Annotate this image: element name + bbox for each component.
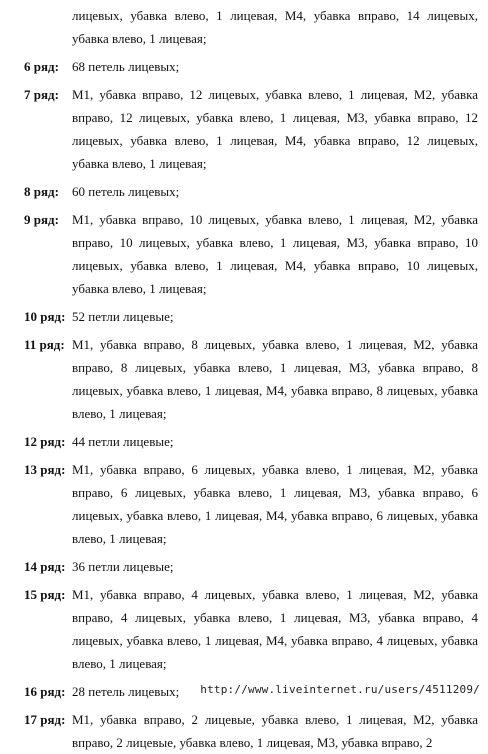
row-instructions <box>72 458 478 550</box>
row-label: 7 ряд: <box>24 87 59 102</box>
text-line: вправо, 6 лицевых, убавка влево, 1 лицевая, М3, убавка вправо, 6 <box>72 485 478 500</box>
knitting-row <box>24 583 478 675</box>
row-instructions <box>72 333 478 425</box>
text-line: убавка влево, 1 лицевая; <box>72 281 207 296</box>
row-label: 9 ряд: <box>24 212 59 227</box>
row-instructions <box>72 208 478 300</box>
row-instructions <box>72 555 478 578</box>
row-instructions <box>72 55 478 78</box>
text-line: М1, убавка вправо, 10 лицевых, убавка влево, 1 лицевая, М2, убавка <box>72 212 478 227</box>
row-label: 6 ряд: <box>24 59 59 74</box>
text-line: М1, убавка вправо, 6 лицевых, убавка влево, 1 лицевая, М2, убавка <box>72 462 478 477</box>
text-line: вправо, 8 лицевых, убавка влево, 1 лицевая, М3, убавка вправо, 8 <box>72 360 478 375</box>
text-line: 44 петли лицевые; <box>72 434 174 449</box>
knitting-row <box>24 55 478 78</box>
text-line: М1, убавка вправо, 4 лицевых, убавка влево, 1 лицевая, М2, убавка <box>72 587 478 602</box>
knitting-row <box>24 555 478 578</box>
row-label: 14 ряд: <box>24 559 66 574</box>
text-line: влево, 1 лицевая; <box>72 656 167 671</box>
row-label: 15 ряд: <box>24 587 66 602</box>
knitting-row <box>24 430 478 453</box>
row-label: 11 ряд: <box>24 337 65 352</box>
text-line: лицевых, убавка влево, 1 лицевая, М4, убавка вправо, 12 лицевых, <box>72 133 478 148</box>
text-line: лицевых, убавка влево, 1 лицевая, М4, убавка вправо, 10 лицевых, <box>72 258 478 273</box>
row-instructions <box>72 305 478 328</box>
row-label: 13 ряд: <box>24 462 66 477</box>
row-instructions <box>72 708 478 754</box>
row-label: 16 ряд: <box>24 684 66 699</box>
knitting-row <box>24 83 478 175</box>
knitting-row <box>24 305 478 328</box>
text-line: убавка влево, 1 лицевая; <box>72 156 207 171</box>
text-line: убавка влево, 1 лицевая; <box>72 31 207 46</box>
row-instructions <box>72 83 478 175</box>
text-line: вправо, 2 лицевые, убавка влево, 1 лицевая, М3, убавка вправо, 2 <box>72 735 433 750</box>
row-label: 12 ряд: <box>24 434 66 449</box>
row-instructions <box>72 180 478 203</box>
row-label: 8 ряд: <box>24 184 59 199</box>
continued-text <box>72 4 478 50</box>
text-line: вправо, 10 лицевых, убавка влево, 1 лицевая, М3, убавка вправо, 10 <box>72 235 478 250</box>
knitting-row <box>24 208 478 300</box>
row-instructions <box>72 583 478 675</box>
watermark-url: http://www.liveinternet.ru/users/4511209/ <box>200 683 480 696</box>
text-line: лицевых, убавка влево, 1 лицевая, М4, убавка вправо, 8 лицевых, убавка <box>72 383 478 398</box>
knitting-row <box>24 708 478 754</box>
text-line: влево, 1 лицевая; <box>72 531 167 546</box>
text-line: 36 петли лицевые; <box>72 559 174 574</box>
text-line: 28 петель лицевых; <box>72 684 180 699</box>
text-line: М1, убавка вправо, 8 лицевых, убавка влево, 1 лицевая, М2, убавка <box>72 337 478 352</box>
row-instructions <box>72 430 478 453</box>
knitting-row <box>24 458 478 550</box>
text-line: М1, убавка вправо, 12 лицевых, убавка влево, 1 лицевая, М2, убавка <box>72 87 478 102</box>
text-line: М1, убавка вправо, 2 лицевые, убавка влево, 1 лицевая, М2, убавка <box>72 712 478 727</box>
text-line: 68 петель лицевых; <box>72 59 180 74</box>
row-label: 10 ряд: <box>24 309 66 324</box>
row-label: 17 ряд: <box>24 712 66 727</box>
text-line: лицевых, убавка влево, 1 лицевая, М4, убавка вправо, 6 лицевых, убавка <box>72 508 478 523</box>
text-line: вправо, 12 лицевых, убавка влево, 1 лицевая, М3, убавка вправо, 12 <box>72 110 478 125</box>
text-line: влево, 1 лицевая; <box>72 406 167 421</box>
knitting-row <box>24 333 478 425</box>
text-line: вправо, 4 лицевых, убавка влево, 1 лицевая, М3, убавка вправо, 4 <box>72 610 478 625</box>
text-line: лицевых, убавка влево, 1 лицевая, М4, убавка вправо, 4 лицевых, убавка <box>72 633 478 648</box>
text-line: 60 петель лицевых; <box>72 184 180 199</box>
text-line: лицевых, убавка влево, 1 лицевая, М4, убавка вправо, 14 лицевых, <box>72 8 478 23</box>
knitting-row <box>24 180 478 203</box>
text-line: 52 петли лицевые; <box>72 309 174 324</box>
